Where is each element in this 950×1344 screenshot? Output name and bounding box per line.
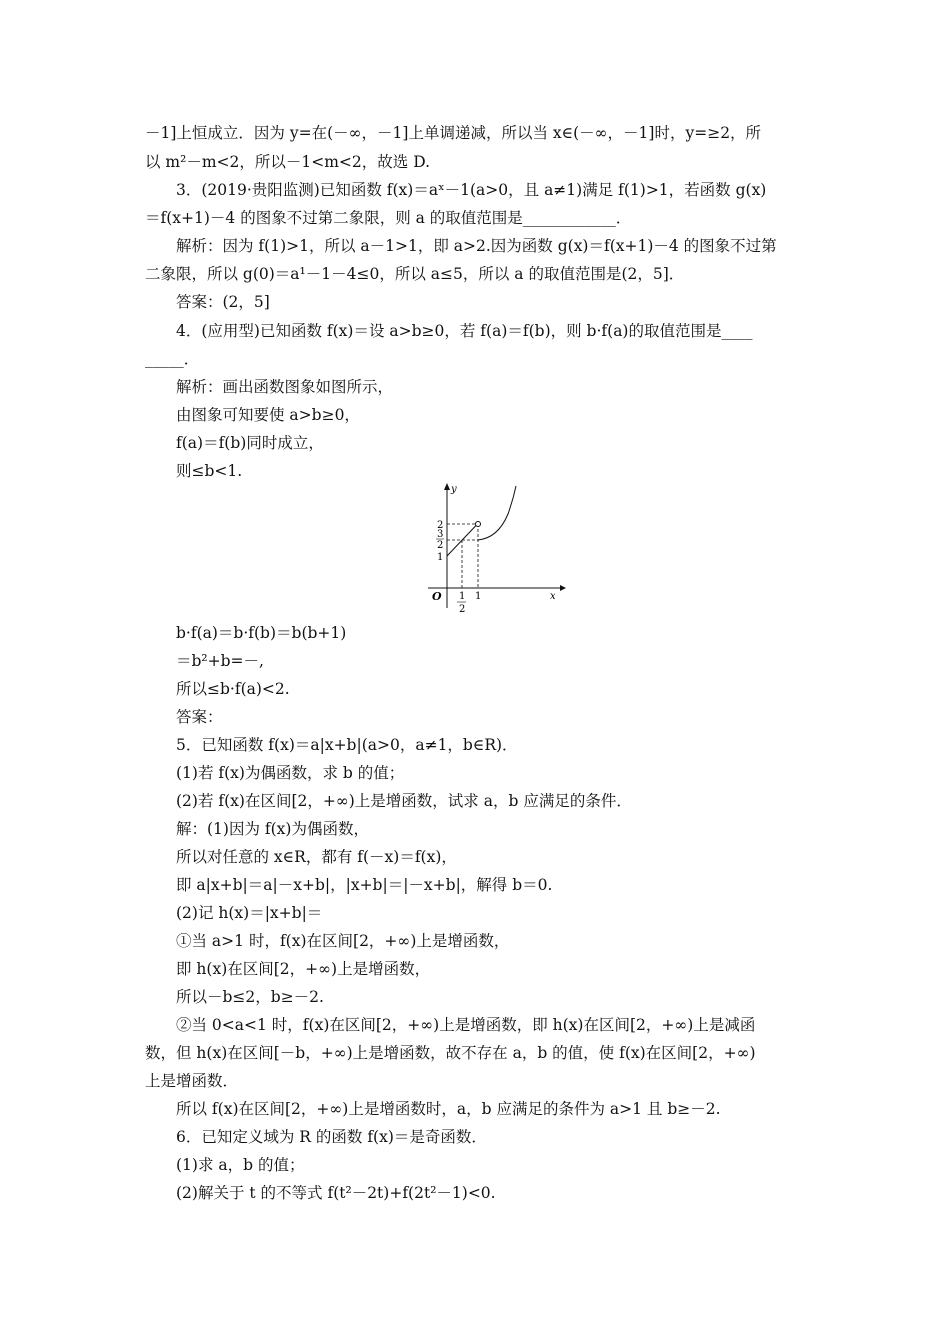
text-line: 解析：因为 f(1)>1，所以 a－1>1，即 a>2.因为函数 g(x)＝f(x+1)－4 的图象不过第 (176, 237, 777, 255)
x-tick-label: 2 (459, 604, 466, 615)
text-line: 上是增函数． (145, 1072, 239, 1090)
text-line: f(a)＝f(b)同时成立， (176, 434, 324, 452)
graph-curve-piece (478, 486, 516, 540)
y-axis-arrow (444, 483, 450, 490)
text-line: b·f(a)＝b·f(b)＝b(b+1) (176, 624, 347, 642)
text-line: 答案：(2，5] (176, 293, 270, 311)
text-line: 解：(1)因为 f(x)为偶函数， (176, 820, 369, 838)
y-tick-label: 1 (437, 552, 444, 563)
x-axis-label: x (550, 591, 556, 602)
x-axis-arrow (560, 585, 566, 591)
text-line: 所以≤b·f(a)<2. (176, 680, 290, 698)
open-point (476, 522, 481, 527)
graph-linear-piece (447, 526, 476, 557)
text-line: _____． (145, 350, 200, 368)
text-line: (2)记 h(x)＝|x+b|＝ (176, 904, 323, 922)
text-line: －1]上恒成立．因为 y=在(－∞，－1]上单调递减，所以当 x∈(－∞，－1]时，y=≥2，所 (145, 124, 762, 142)
text-line: (2)若 f(x)在区间[2，+∞)上是增函数，试求 a，b 应满足的条件． (176, 792, 632, 810)
text-line: 解析：画出函数图象如图所示， (176, 378, 394, 396)
origin-label: O (432, 590, 442, 603)
text-line: 6．已知定义域为 R 的函数 f(x)＝是奇函数． (176, 1128, 487, 1146)
text-line: 4．(应用型)已知函数 f(x)＝设 a>b≥0，若 f(a)＝f(b)，则 b·f(a)的取值范围是____ (176, 322, 753, 340)
text-line: 答案： (176, 708, 223, 726)
y-tick-label: 2 (437, 520, 444, 531)
text-line: 二象限，所以 g(0)＝a¹－1－4≤0，所以 a≤5，所以 a 的取值范围是(2，5]． (145, 265, 685, 283)
text-line: 所以 f(x)在区间[2，+∞)上是增函数时，a，b 应满足的条件为 a>1 且 b≥－2. (176, 1100, 721, 1118)
text-line: (1)求 a，b 的值； (176, 1156, 305, 1174)
function-graph-figure (420, 478, 570, 618)
text-line: 所以－b≤2，b≥－2. (176, 988, 324, 1006)
text-line: (2)解关于 t 的不等式 f(t²－2t)+f(2t²－1)<0. (176, 1184, 496, 1202)
text-line: 即 a|x+b|＝a|－x+b|，|x+b|＝|－x+b|，解得 b＝0. (176, 876, 553, 894)
text-line: 由图象可知要使 a>b≥0， (176, 406, 360, 424)
text-line: 3．(2019·贵阳监测)已知函数 f(x)＝aˣ－1(a>0，且 a≠1)满足 f(1)>1，若函数 g(x) (176, 181, 767, 199)
text-line: ①当 a>1 时，f(x)在区间[2，+∞)上是增函数， (176, 932, 510, 950)
y-tick-label: 3 (437, 529, 444, 540)
y-tick-label: 2 (437, 540, 444, 551)
text-line: 所以对任意的 x∈R，都有 f(－x)＝f(x)， (176, 848, 457, 866)
text-line: 则≤b<1. (176, 462, 243, 480)
text-line: 以 m²－m<2，所以－1<m<2，故选 D. (145, 153, 431, 171)
text-line: (1)若 f(x)为偶函数，求 b 的值； (176, 764, 405, 782)
text-line: 数，但 h(x)在区间[－b，+∞)上是增函数，故不存在 a，b 的值，使 f(x)在区间[2，+∞) (145, 1044, 756, 1062)
text-line: ＝b²+b=－, (176, 652, 264, 670)
x-tick-label: 1 (475, 591, 482, 602)
text-line: ＝f(x+1)－4 的图象不过第二象限，则 a 的取值范围是____________． (145, 209, 632, 227)
text-line: ②当 0<a<1 时，f(x)在区间[2，+∞)上是增函数，即 h(x)在区间[2，+∞)上是减函 (176, 1016, 756, 1034)
x-tick-label: 1 (459, 591, 466, 602)
text-line: 即 h(x)在区间[2，+∞)上是增函数， (176, 960, 431, 978)
text-line: 5．已知函数 f(x)＝a|x+b|(a>0，a≠1，b∈R)． (176, 736, 518, 754)
y-axis-label: y (451, 484, 457, 495)
